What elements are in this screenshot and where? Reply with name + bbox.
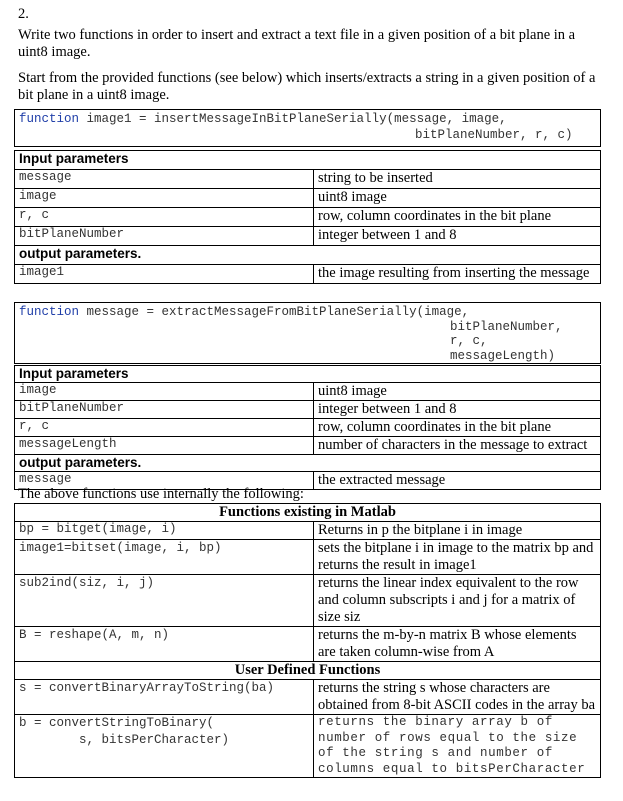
table-row: image uint8 image [15,383,601,401]
table-row: message string to be inserted [15,170,601,189]
table-row: r, c row, column coordinates in the bit plane [15,208,601,227]
function2-keyword: function [19,305,80,319]
question-number: 2. [18,6,29,22]
table-row: bp = bitget(image, i) Returns in p the bitplane i in image [15,522,601,540]
table-row: B = reshape(A, m, n) returns the m-by-n matrix B whose elements are taken column-wise from A [15,627,601,662]
function2-output-header: output parameters. [15,455,601,472]
function1-keyword: function [19,112,80,126]
table-row: bitPlaneNumber integer between 1 and 8 [15,401,601,419]
function1-params-table [14,150,601,284]
function2-line2: bitPlaneNumber, [450,320,563,334]
function1-input-header: Input parameters [15,151,601,170]
uses-text: The above functions use internally the following: [18,486,304,502]
user-functions-header: User Defined Functions [15,662,601,680]
function1-output-header: output parameters. [15,246,601,265]
function2-params-table [14,365,601,490]
table-row: messageLength number of characters in the message to extract [15,437,601,455]
functions-table [14,503,601,778]
start-paragraph: Start from the provided functions (see below) which inserts/extracts a string in a given position of a bit plane in a uint8 image. [18,70,596,103]
table-row: bitPlaneNumber integer between 1 and 8 [15,227,601,246]
matlab-functions-header: Functions existing in Matlab [15,504,601,522]
intro-paragraph: Write two functions in order to insert and extract a text file in a given position of a bit plane in a uint8 image. [18,27,576,60]
table-row: image1 the image resulting from inserting the message [15,265,601,284]
table-row: message the extracted message [15,472,601,490]
function2-signature [14,302,601,364]
function2-line3: r, c, [450,334,488,348]
function2-line1: message = extractMessageFromBitPlaneSerially(image, [79,305,470,319]
table-row: image1=bitset(image, i, bp) sets the bitplane i in image to the matrix bp and returns the result in image1 [15,540,601,575]
function2-input-header: Input parameters [15,366,601,383]
function1-line1: image1 = insertMessageInBitPlaneSerially(message, image, [79,112,507,126]
table-row: sub2ind(siz, i, j) returns the linear index equivalent to the row and column subscripts i and j for a matrix of size siz [15,575,601,627]
function1-signature [14,109,601,147]
user-function2-code-line1: b = convertStringToBinary( [19,716,215,730]
table-row: image uint8 image [15,189,601,208]
table-row: s = convertBinaryArrayToString(ba) returns the string s whose characters are obtained from 8-bit ASCII codes in the array ba [15,680,601,715]
function1-line2: bitPlaneNumber, r, c) [415,128,573,142]
table-row: b = convertStringToBinary( s, bitsPerCharacter) returns the binary array b of number of rows equal to the size of the string s and number of columns equal to bitsPerCharacter [15,715,601,778]
function2-line4: messageLength) [450,349,556,363]
table-row: r, c row, column coordinates in the bit plane [15,419,601,437]
user-function2-code-line2: s, bitsPerCharacter) [79,733,230,747]
